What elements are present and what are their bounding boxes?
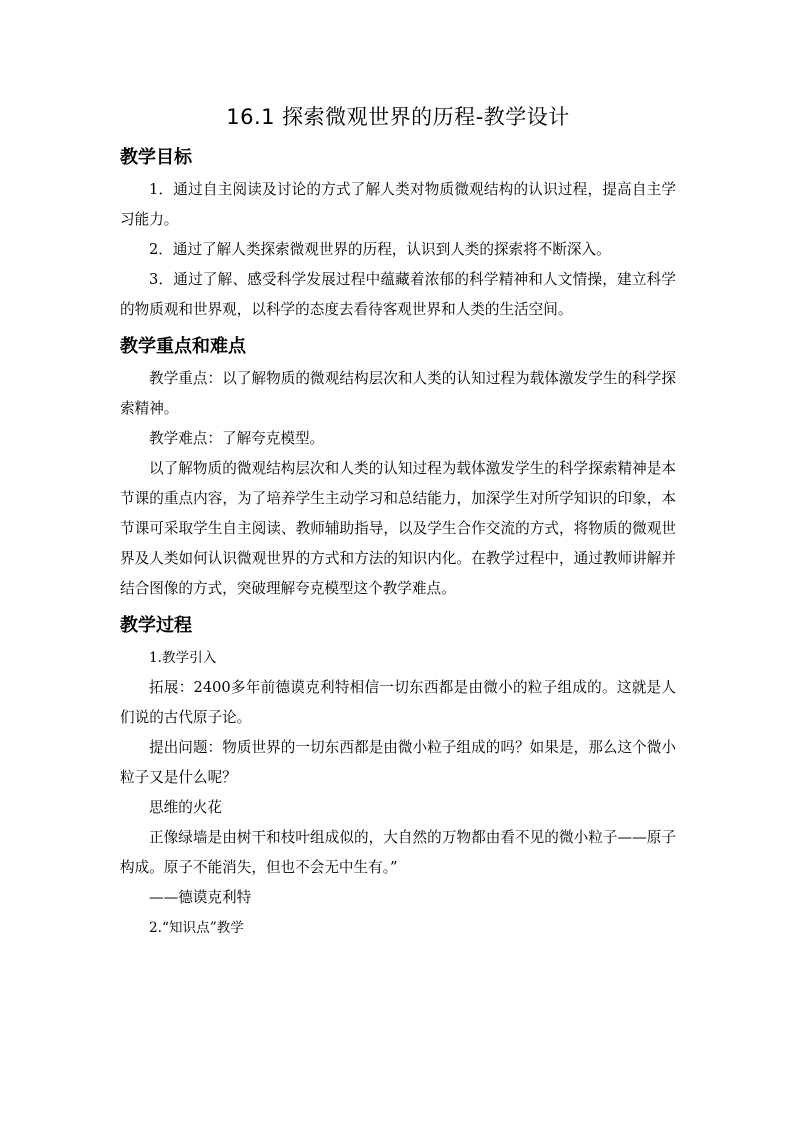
- document-title: 16.1 探索微观世界的历程-教学设计: [226, 105, 570, 129]
- section-heading-key-points: 教学重点和难点: [120, 336, 246, 357]
- extension-paragraph: 拓展：2400多年前德谟克利特相信一切东西都是由微小的粒子组成的。这就是人们说的古代原子论。: [120, 679, 676, 726]
- document-page: [120, 98, 676, 943]
- objective-paragraph-1: 1．通过自主阅读及讨论的方式了解人类对物质微观结构的认识过程，提高自主学习能力。: [120, 181, 676, 228]
- spark-label: 思维的火花: [149, 799, 222, 816]
- section-heading-process: 教学过程: [120, 615, 192, 636]
- question-paragraph: 提出问题：物质世界的一切东西都是由微小粒子组成的吗？如果是，那么这个微小粒子又是什么呢？: [120, 739, 676, 786]
- subheading-knowledge: 2.“知识点”教学: [149, 920, 244, 936]
- key-point-paragraph: 教学重点：以了解物质的微观结构层次和人类的认知过程为载体激发学生的科学探索精神。: [120, 370, 676, 417]
- quote-paragraph: 正像绿墙是由树干和枝叶组成似的，大自然的万物都由看不见的微小粒子——原子构成。原子不能消失，但也不会无中生有。”: [120, 829, 676, 876]
- subheading-introduction: 1.教学引入: [149, 650, 217, 666]
- objective-paragraph-2: 2．通过了解人类探索微观世界的历程，认识到人类的探索将不断深入。: [149, 241, 611, 258]
- key-points-explanation: 以了解物质的微观结构层次和人类的认知过程为载体激发学生的科学探索精神是本节课的重点内容，为了培养学生主动学习和总结能力，加深学生对所学知识的印象，本节课可采取学生自主阅读、教师辅助指导，以及学生合作交流的方式，将物质的微观世界及人类如何认识微观世界的方式和方法的知识内化。在教学过程中，通过教师讲解并结合图像的方式，突破理解夸克模型这个教学难点。: [120, 460, 676, 597]
- section-heading-objectives: 教学目标: [120, 147, 192, 168]
- quote-author: ——德谟克利特: [149, 889, 252, 906]
- objective-paragraph-3: 3．通过了解、感受科学发展过程中蕴藏着浓郁的科学精神和人文情操，建立科学的物质观和世界观，以科学的态度去看待客观世界和人类的生活空间。: [120, 271, 676, 318]
- difficulty-paragraph: 教学难点：了解夸克模型。: [149, 430, 325, 447]
